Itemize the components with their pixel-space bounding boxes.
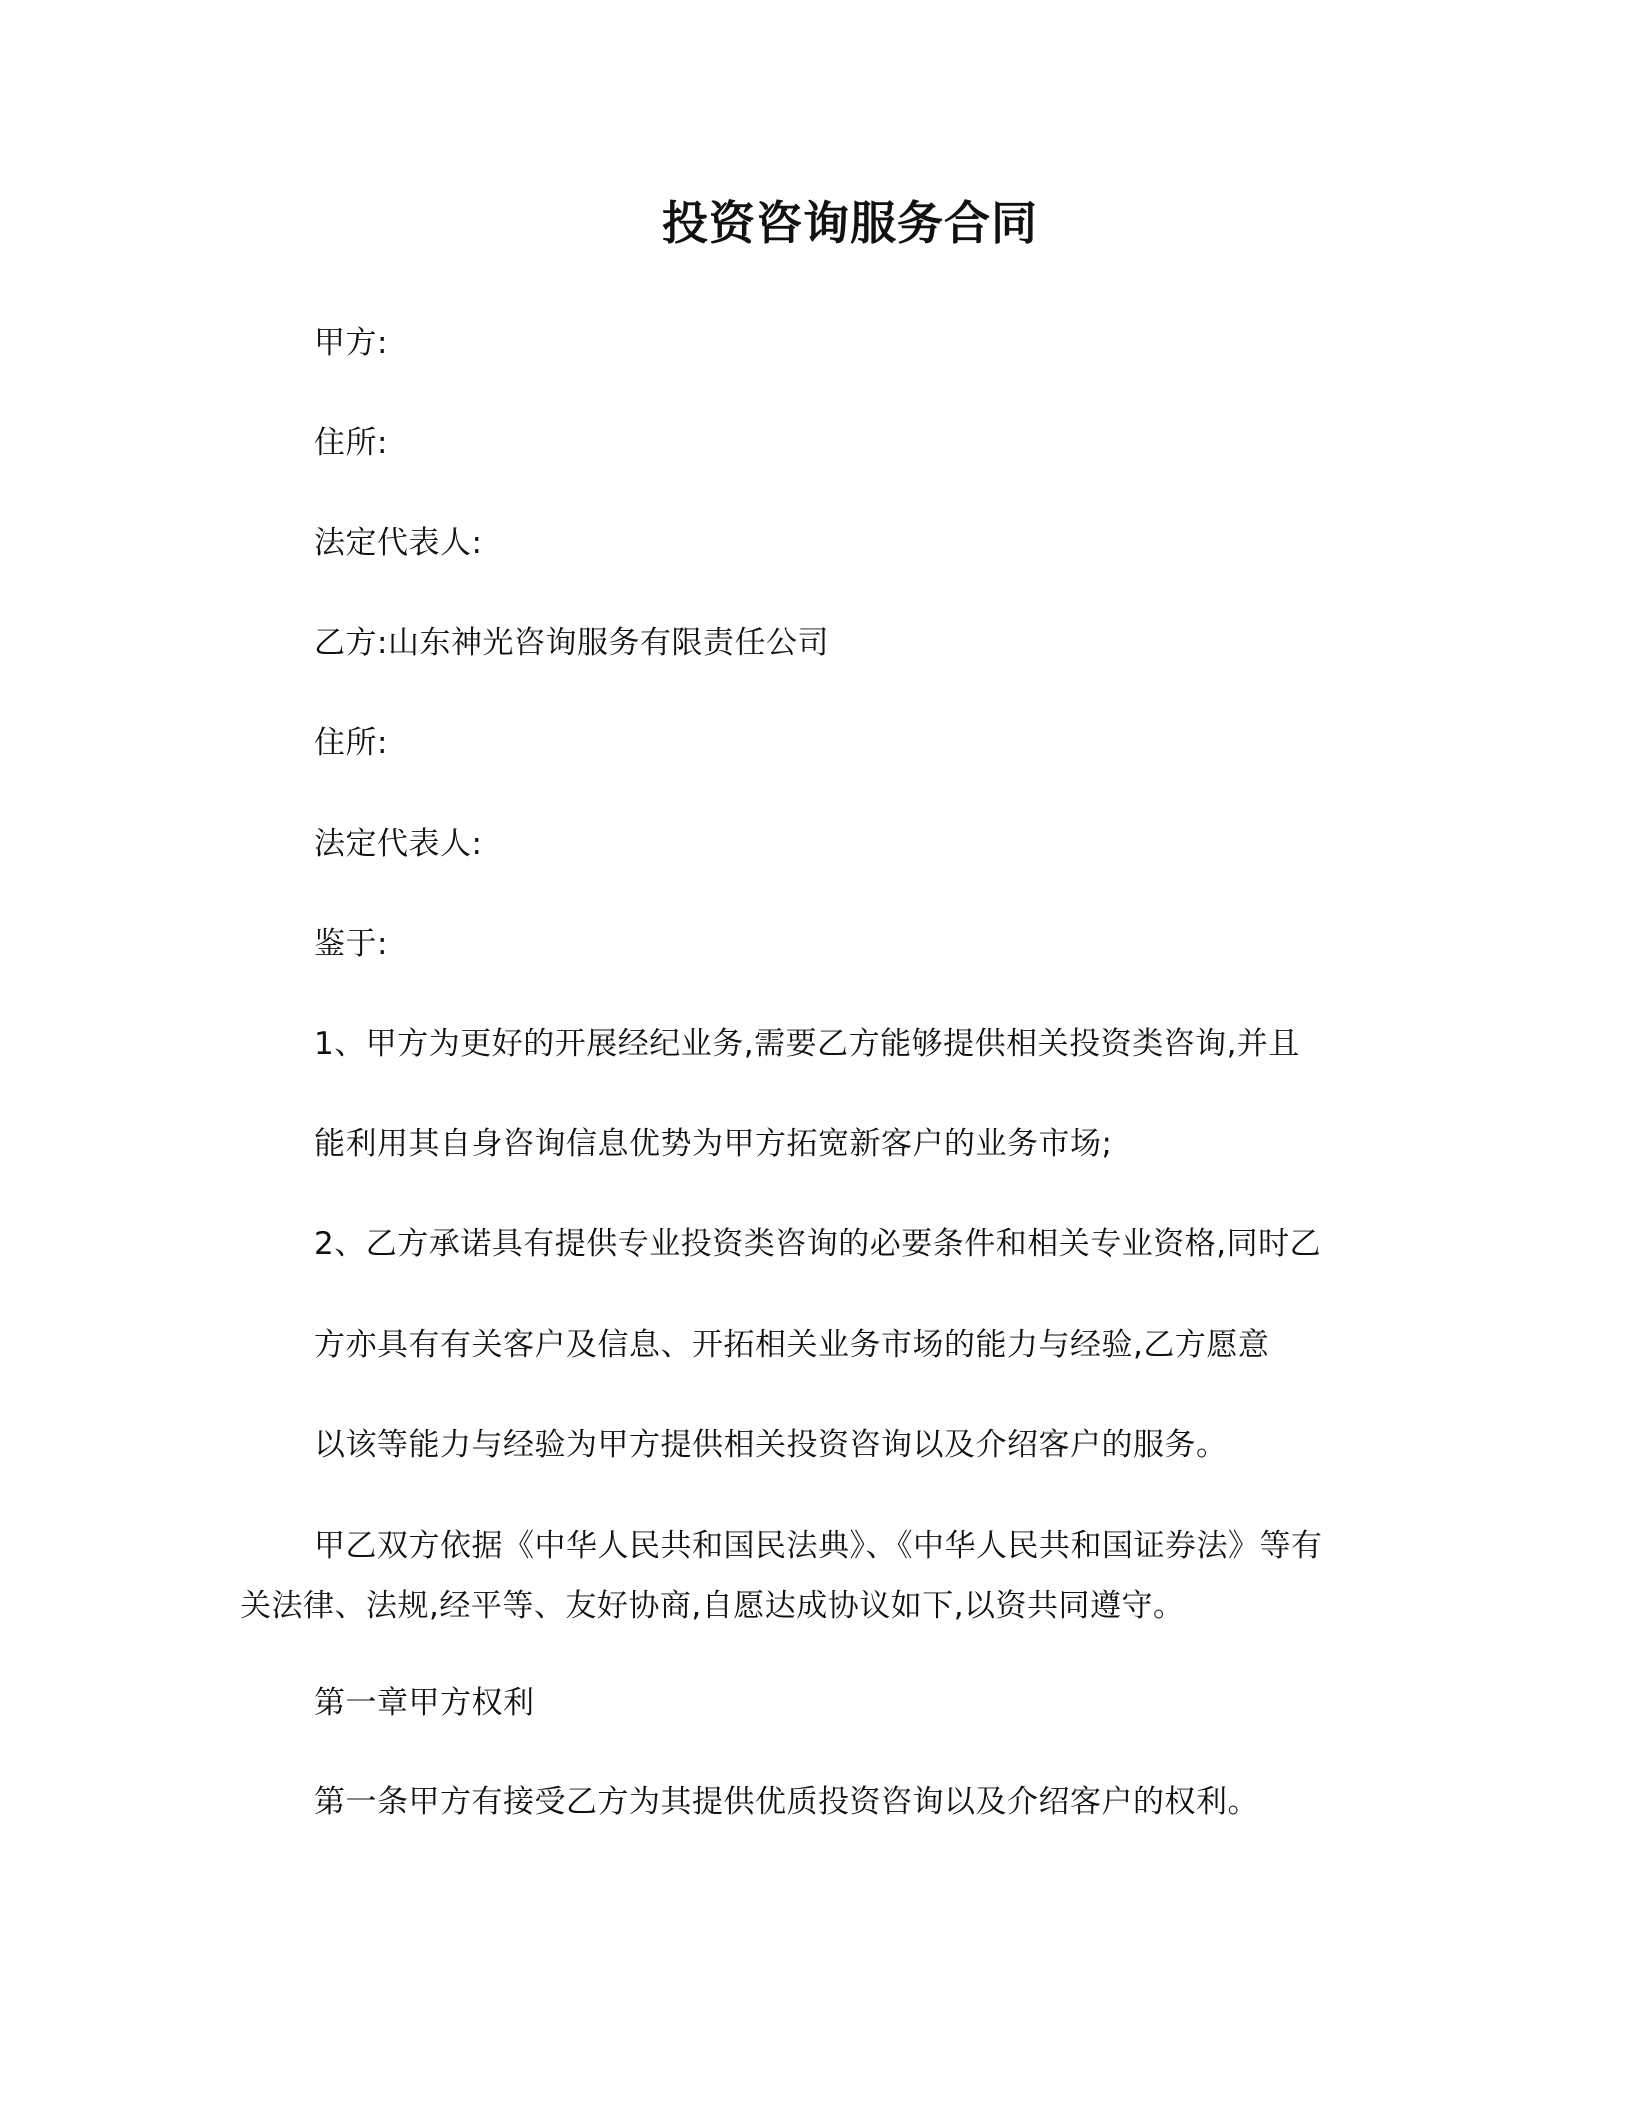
- party-a-representative-label: 法定代表人:: [314, 525, 483, 561]
- party-b-line: 乙方:山东神光咨询服务有限责任公司: [314, 625, 829, 661]
- recital-1-line-2: 能利用其自身咨询信息优势为甲方拓宽新客户的业务市场;: [314, 1126, 1113, 1162]
- document-title: 投资咨询服务合同: [662, 196, 1038, 250]
- party-a-address-label: 住所:: [314, 425, 388, 461]
- article-one-text: 第一条甲方有接受乙方为其提供优质投资咨询以及介绍客户的权利。: [314, 1784, 1259, 1820]
- chapter-one-heading: 第一章甲方权利: [314, 1685, 535, 1721]
- recital-2-line-1: 2、乙方承诺具有提供专业投资类咨询的必要条件和相关专业资格,同时乙: [314, 1226, 1322, 1262]
- party-b-address-label: 住所:: [314, 725, 388, 761]
- basis-paragraph-line-2: 关法律、法规,经平等、友好协商,自愿达成协议如下,以资共同遵守。: [240, 1588, 1185, 1624]
- recital-2-line-3: 以该等能力与经验为甲方提供相关投资咨询以及介绍客户的服务。: [314, 1427, 1228, 1463]
- recital-1-line-1: 1、甲方为更好的开展经纪业务,需要乙方能够提供相关投资类咨询,并且: [314, 1026, 1300, 1062]
- party-a-label: 甲方:: [314, 325, 388, 361]
- party-b-representative-label: 法定代表人:: [314, 826, 483, 862]
- basis-paragraph-line-1: 甲乙双方依据《中华人民共和国民法典》、《中华人民共和国证券法》等有: [314, 1528, 1323, 1564]
- recital-2-line-2: 方亦具有有关客户及信息、开拓相关业务市场的能力与经验,乙方愿意: [314, 1327, 1270, 1363]
- whereas-label: 鉴于:: [314, 926, 388, 962]
